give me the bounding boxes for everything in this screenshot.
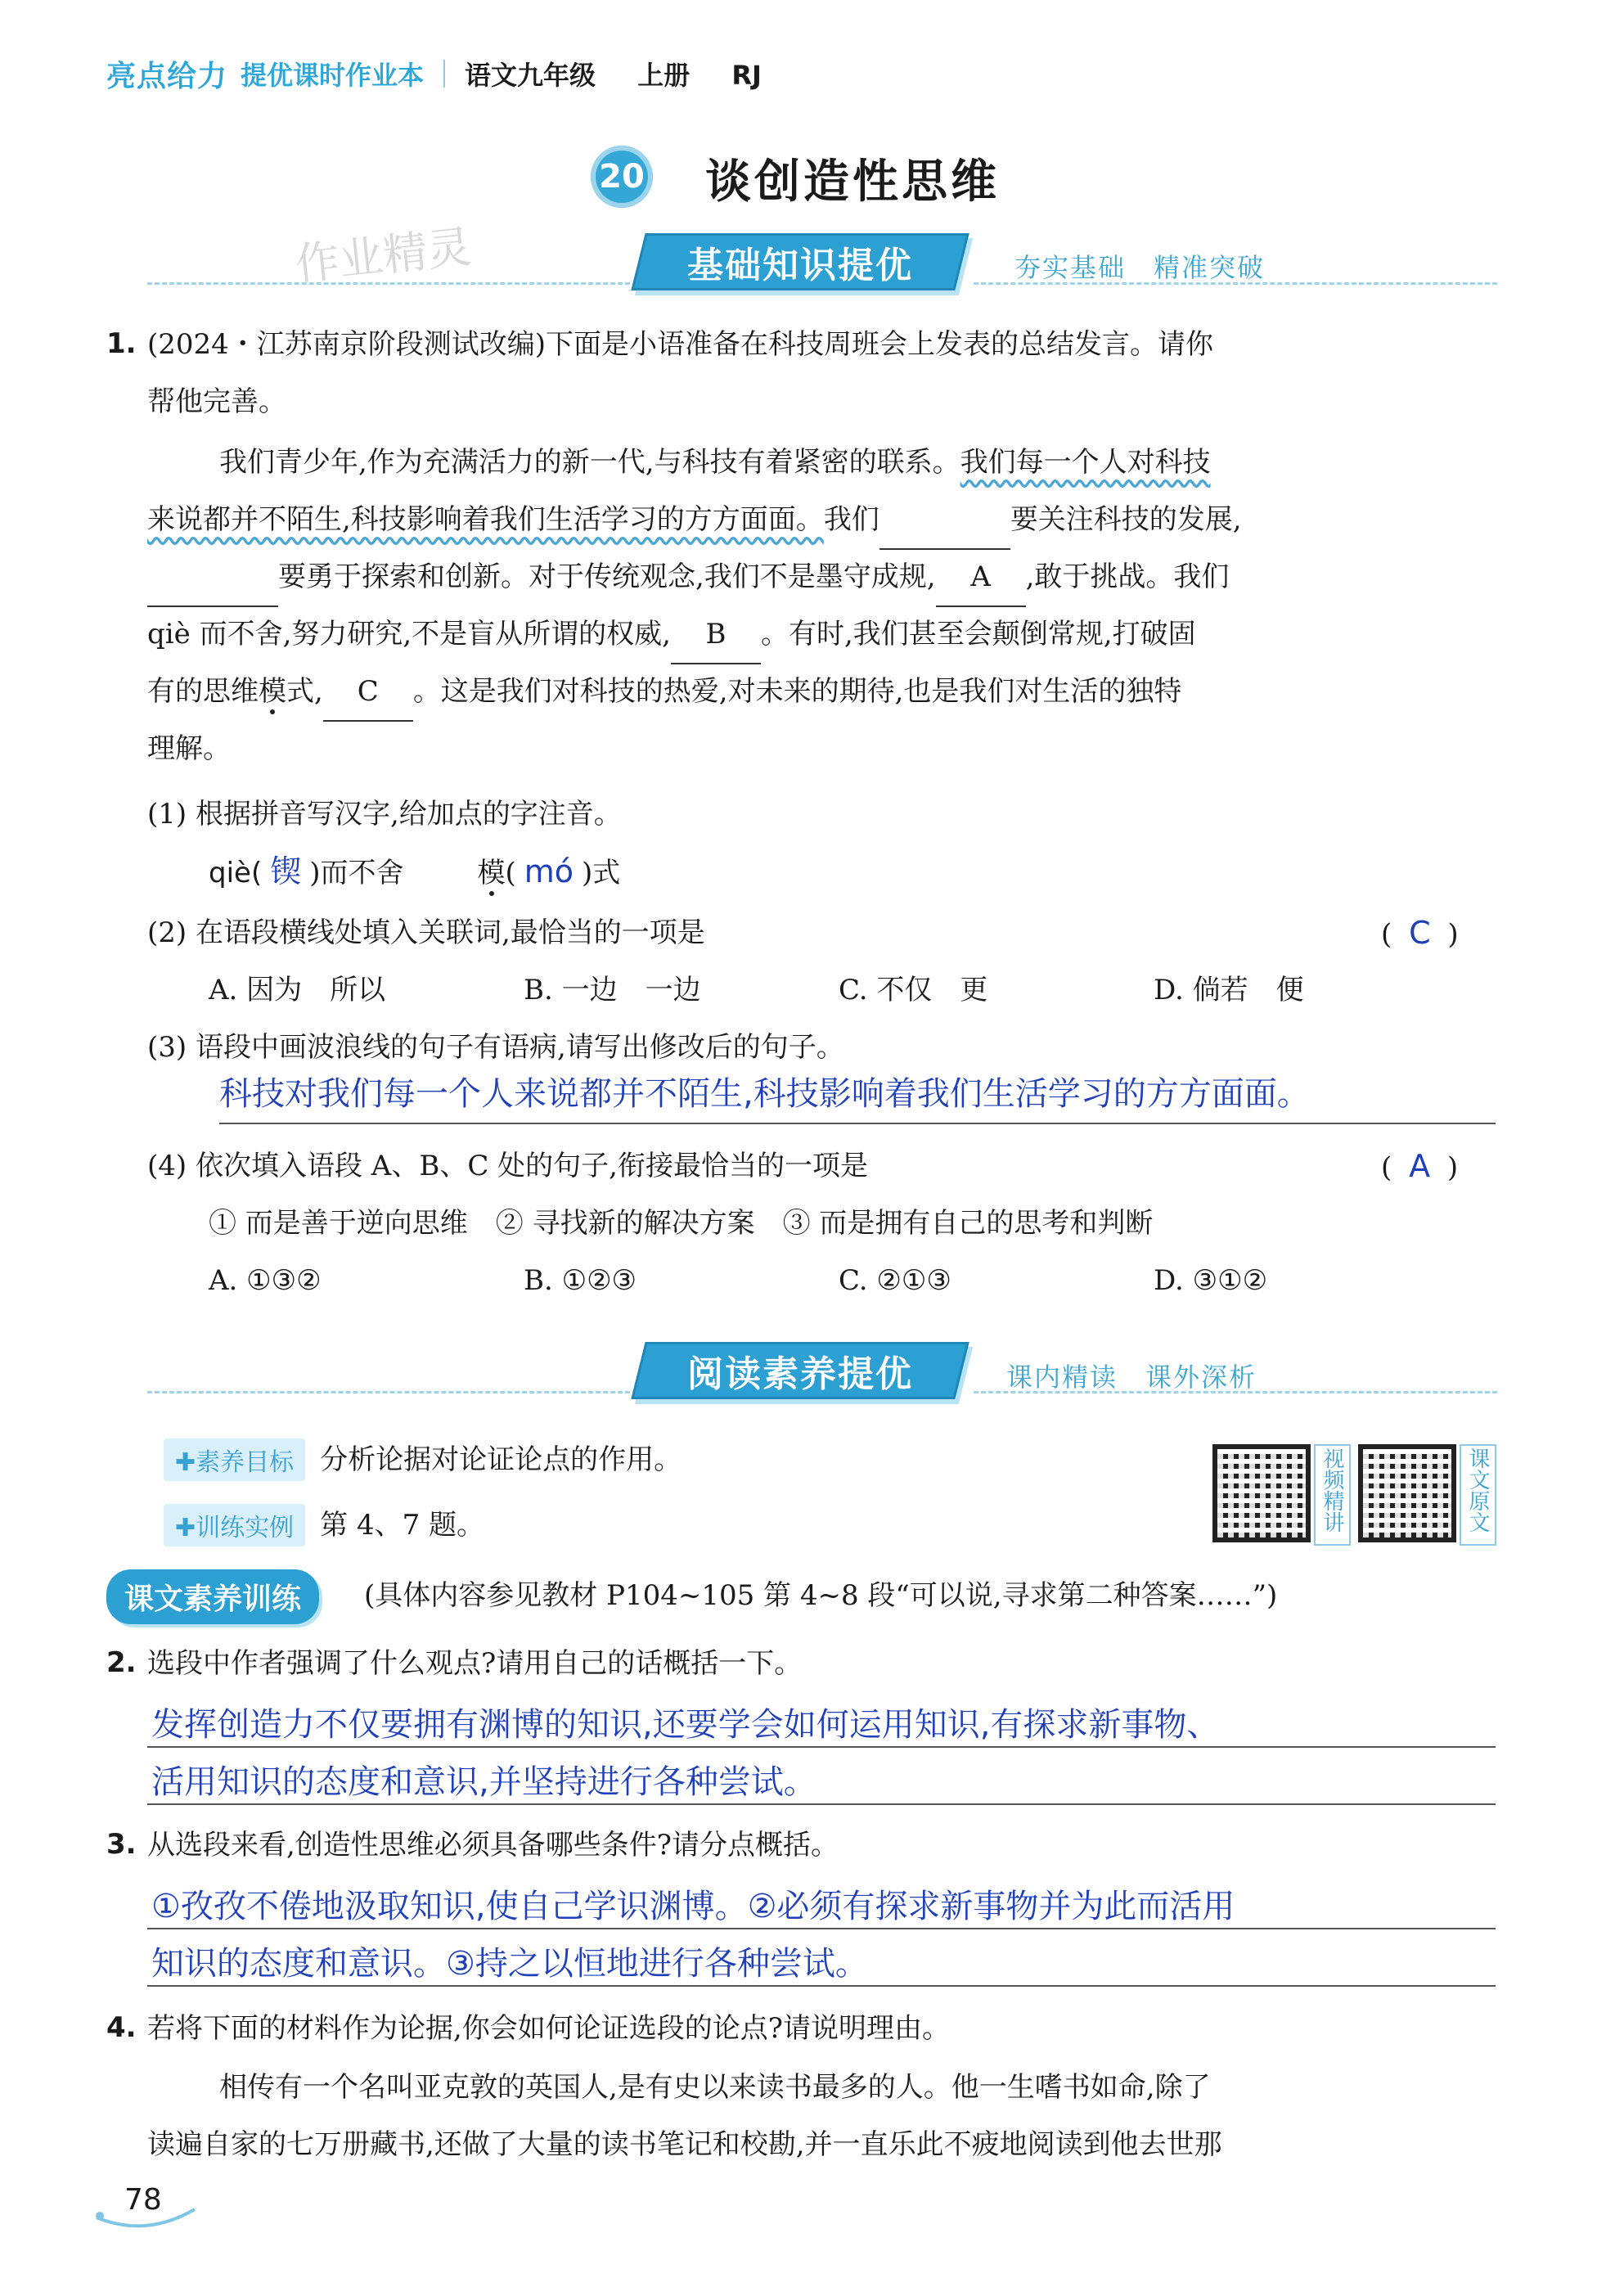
q1-paragraph-line1: 我们青少年,作为充满活力的新一代,与科技有着紧密的联系。我们每一个人对科技 xyxy=(219,446,1211,479)
blank-c[interactable]: C xyxy=(323,663,413,722)
page-number: 78 xyxy=(124,2183,162,2217)
q3-answer-line1: ①孜孜不倦地汲取知识,使自己学识渊博。②必须有探求新事物并为此而活用 xyxy=(151,1888,1235,1925)
answer-line xyxy=(147,1928,1496,1929)
subquestion-4-sentences: ① 而是善于逆向思维 ② 寻找新的解决方案 ③ 而是拥有自己的思考和判断 xyxy=(209,1207,1154,1240)
q1-paragraph-line6: 理解。 xyxy=(147,732,231,765)
q2-answer-line1: 发挥创造力不仅要拥有渊博的知识,还要学会如何运用知识,有探求新事物、 xyxy=(151,1706,1220,1744)
q1-paragraph-line2: 来说都并不陌生,科技影响着我们生活学习的方方面面。我们 要关注科技的发展, xyxy=(147,491,1242,550)
section-banner-basics: 基础知识提优 xyxy=(631,233,969,290)
header-divider xyxy=(443,60,445,88)
answer-line xyxy=(219,1123,1496,1124)
subquestion-2-option-c: C. 不仅 更 xyxy=(839,974,988,1006)
q3-answer-line2: 知识的态度和意识。③持之以恒地进行各种尝试。 xyxy=(151,1945,868,1983)
subquestion-2-option-d: D. 倘若 便 xyxy=(1154,974,1304,1006)
q1-paragraph-line3: 要勇于探索和创新。对于传统观念,我们不是墨守成规, A ,敢于挑战。我们 xyxy=(147,548,1229,607)
subquestion-2-option-b: B. 一边 一边 xyxy=(524,974,701,1006)
subquestion-2-option-a: A. 因为 所以 xyxy=(209,974,386,1006)
q2-answer-line2: 活用知识的态度和意识,并坚持进行各种尝试。 xyxy=(151,1763,816,1801)
question-number: 2. xyxy=(106,1646,137,1679)
q4-material-line2: 读遍自家的七万册藏书,还做了大量的读书笔记和校勘,并一直乐此不疲地阅读到他去世那 xyxy=(147,2128,1222,2161)
lesson-title: 谈创造性思维 xyxy=(705,155,1000,209)
brand-logo: 亮点给力 xyxy=(106,59,228,93)
subquestion-4-option-a: A. ①③② xyxy=(209,1264,322,1297)
answer-handwritten: A xyxy=(1409,1148,1431,1184)
q3-question: 从选段来看,创造性思维必须具备哪些条件?请分点概括。 xyxy=(147,1829,839,1862)
section-tagline-reading: 课内精读 课外深析 xyxy=(1006,1362,1257,1393)
q1-paragraph-line4: qiè 而不舍,努力研究,不是盲从所谓的权威, B 。有时,我们甚至会颠倒常规,打破固 xyxy=(147,606,1196,664)
q4-question: 若将下面的材料作为论据,你会如何论证选段的论点?请说明理由。 xyxy=(147,2012,951,2045)
edition-label: RJ xyxy=(731,60,762,91)
subquestion-1: (1) 根据拼音写汉字,给加点的字注音。 xyxy=(147,798,622,831)
text-training-label: 课文素养训练 xyxy=(106,1569,319,1624)
answer-line xyxy=(147,1746,1496,1748)
blank-b[interactable]: B xyxy=(671,606,761,664)
q4-material-line1: 相传有一个名叫亚克敦的英国人,是有史以来读书最多的人。他一生嗜书如命,除了 xyxy=(219,2071,1211,2104)
text-training-note: (具体内容参见教材 P104~105 第 4~8 段“可以说,寻求第二种答案……”) xyxy=(364,1579,1278,1612)
subquestion-2: (2) 在语段横线处填入关联词,最恰当的一项是 xyxy=(147,916,705,949)
q2-question: 选段中作者强调了什么观点?请用自己的话概括一下。 xyxy=(147,1647,803,1680)
literacy-goal-label: ✚素养目标 xyxy=(164,1438,305,1481)
qr-label-text: 课文原文 xyxy=(1460,1444,1496,1546)
q1-paragraph-line5: 有的思维模式, C 。这是我们对科技的热爱,对未来的期待,也是我们对生活的独特 xyxy=(147,663,1181,722)
qr-label-video: 视频精讲 xyxy=(1314,1444,1351,1546)
answer-handwritten: C xyxy=(1409,915,1431,951)
subquestion-3-answer: 科技对我们每一个人来说都并不陌生,科技影响着我们生活学习的方方面面。 xyxy=(219,1075,1310,1113)
question-number: 1. xyxy=(106,327,137,360)
blank-2[interactable] xyxy=(147,548,278,607)
section-tagline-basics: 夯实基础 精准突破 xyxy=(1014,252,1266,283)
literacy-goal-row xyxy=(164,1438,682,1481)
subject-label: 语文九年级 xyxy=(465,60,596,91)
practice-example-text: 第 4、7 题。 xyxy=(320,1509,485,1542)
subquestion-4-option-d: D. ③①② xyxy=(1154,1264,1268,1297)
wavy-underlined-sentence-cont: 来说都并不陌生,科技影响着我们生活学习的方方面面。 xyxy=(147,503,824,536)
subquestion-4: (4) 依次填入语段 A、B、C 处的句子,衔接最恰当的一项是 xyxy=(147,1150,868,1182)
volume-label: 上册 xyxy=(637,60,691,91)
practice-example-row xyxy=(164,1504,484,1546)
answer-line xyxy=(147,1803,1496,1805)
subquestion-4-option-c: C. ②①③ xyxy=(839,1264,951,1297)
literacy-goal-text: 分析论据对论证论点的作用。 xyxy=(320,1443,682,1476)
subquestion-4-option-b: B. ①②③ xyxy=(524,1264,637,1297)
answer-handwritten: mó xyxy=(524,853,574,889)
blank-1[interactable] xyxy=(879,491,1010,550)
practice-example-label: ✚训练实例 xyxy=(164,1504,305,1546)
answer-handwritten: 锲 xyxy=(270,853,302,889)
lesson-number-badge: 20 xyxy=(591,146,653,208)
book-subtitle: 提优课时作业本 xyxy=(241,60,425,91)
wavy-underlined-sentence: 我们每一个人对科技 xyxy=(960,446,1211,479)
watermark: 作业精灵 xyxy=(292,220,475,291)
answer-line xyxy=(147,1985,1496,1987)
answer-bracket: ( A ) xyxy=(1381,1148,1459,1184)
q1-intro-line2: 帮他完善。 xyxy=(147,385,286,418)
subquestion-3: (3) 语段中画波浪线的句子有语病,请写出修改后的句子。 xyxy=(147,1031,844,1064)
page-header xyxy=(106,49,794,98)
subquestion-1-answer-row: qiè( 锲 )而不舍 模( mó )式 xyxy=(209,853,621,889)
section-divider-left xyxy=(147,282,630,285)
qr-code-video[interactable] xyxy=(1212,1444,1311,1542)
question-number: 4. xyxy=(106,2011,137,2044)
header-info xyxy=(465,55,794,92)
section-divider-left xyxy=(147,1391,630,1393)
qr-code-text[interactable] xyxy=(1358,1444,1456,1542)
q1-intro-line1: (2024・江苏南京阶段测试改编)下面是小语准备在科技周班会上发表的总结发言。请你 xyxy=(147,328,1214,361)
dotted-character: 模 xyxy=(259,675,286,708)
question-number: 3. xyxy=(106,1828,137,1861)
answer-bracket: ( C ) xyxy=(1381,915,1459,951)
blank-a[interactable]: A xyxy=(936,548,1026,607)
section-banner-reading: 阅读素养提优 xyxy=(631,1342,969,1399)
